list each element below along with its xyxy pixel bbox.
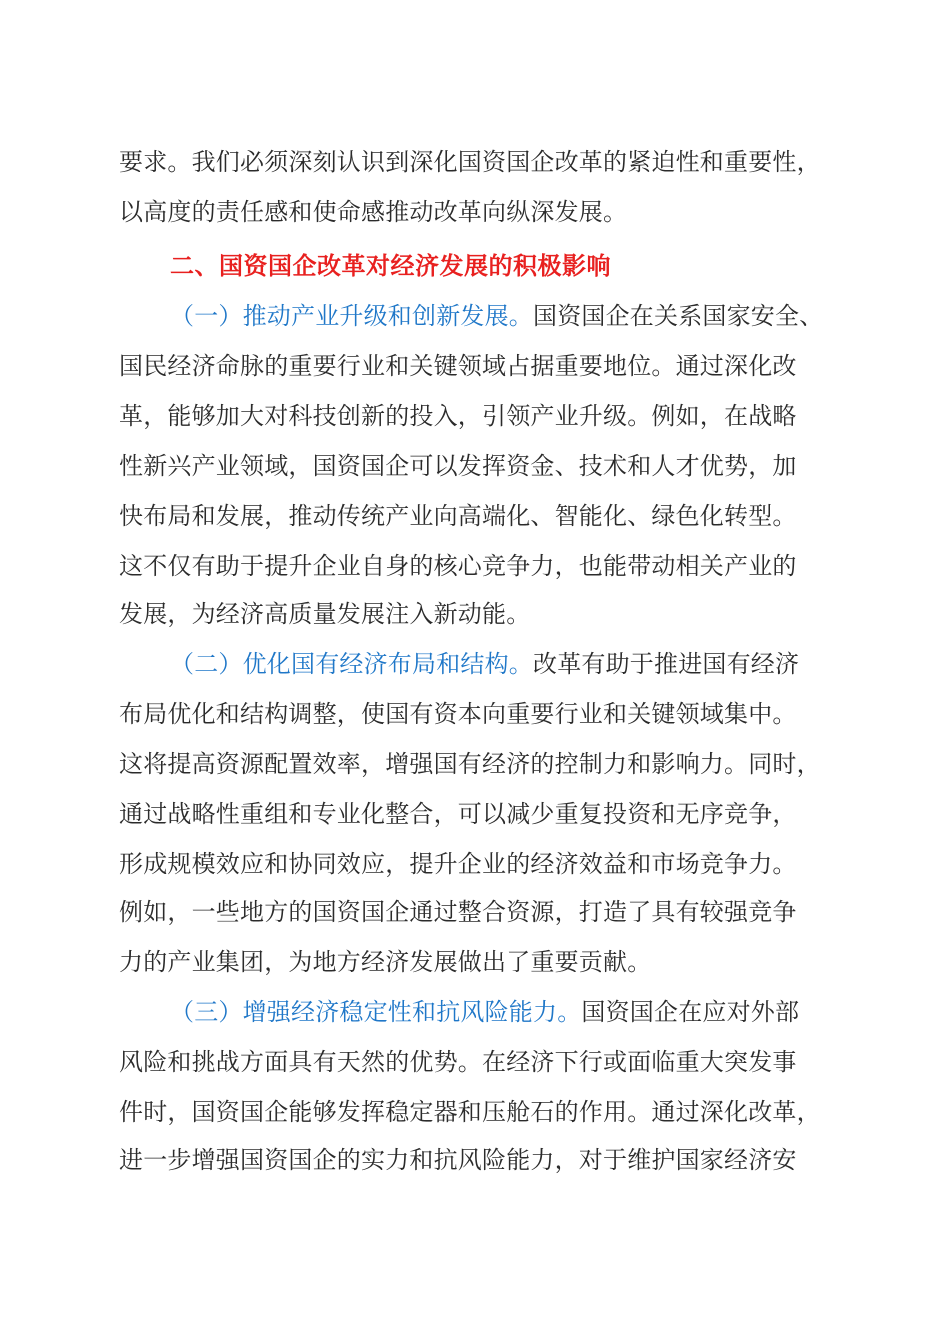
body-text-line: 件时，国资国企能够发挥稳定器和压舱石的作用。通过深化改革，: [119, 1098, 821, 1126]
paragraph-first-line: [170, 992, 799, 1032]
body-text-line: 这不仅有助于提升企业自身的核心竞争力，也能带动相关产业的: [119, 552, 797, 580]
section-heading: 二、国资国企改革对经济发展的积极影响: [170, 252, 611, 280]
body-text-line: 布局优化和结构调整，使国有资本向重要行业和关键领域集中。: [119, 700, 797, 728]
paragraph-subheading: （一）推动产业升级和创新发展。: [170, 302, 533, 330]
body-text-line: 要求。我们必须深刻认识到深化国资国企改革的紧迫性和重要性，: [119, 148, 821, 176]
body-text-line: 以高度的责任感和使命感推动改革向纵深发展。: [119, 198, 628, 226]
paragraph-text: 国资国企在关系国家安全、: [533, 302, 824, 330]
paragraph-text: 改革有助于推进国有经济: [533, 650, 800, 678]
body-text-line: 革，能够加大对科技创新的投入，引领产业升级。例如，在战略: [119, 402, 797, 430]
paragraph-first-line: [170, 296, 823, 336]
paragraph-text: 国资国企在应对外部: [581, 998, 800, 1026]
body-text-line: 风险和挑战方面具有天然的优势。在经济下行或面临重大突发事: [119, 1048, 797, 1076]
body-text-line: 力的产业集团，为地方经济发展做出了重要贡献。: [119, 948, 652, 976]
body-text-line: 快布局和发展，推动传统产业向高端化、智能化、绿色化转型。: [119, 502, 797, 530]
paragraph-subheading: （二）优化国有经济布局和结构。: [170, 650, 533, 678]
paragraph-subheading: （三）增强经济稳定性和抗风险能力。: [170, 998, 582, 1026]
body-text-line: 形成规模效应和协同效应，提升企业的经济效益和市场竞争力。: [119, 850, 797, 878]
body-text-line: 通过战略性重组和专业化整合，可以减少重复投资和无序竞争，: [119, 800, 797, 828]
body-text-line: 发展，为经济高质量发展注入新动能。: [119, 600, 531, 628]
body-text-line: 国民经济命脉的重要行业和关键领域占据重要地位。通过深化改: [119, 352, 797, 380]
body-text-line: 性新兴产业领域，国资国企可以发挥资金、技术和人才优势，加: [119, 452, 797, 480]
body-text-line: 这将提高资源配置效率，增强国有经济的控制力和影响力。同时，: [119, 750, 821, 778]
body-text-line: 进一步增强国资国企的实力和抗风险能力，对于维护国家经济安: [119, 1146, 797, 1174]
paragraph-first-line: [170, 644, 799, 684]
body-text-line: 例如，一些地方的国资国企通过整合资源，打造了具有较强竞争: [119, 898, 797, 926]
